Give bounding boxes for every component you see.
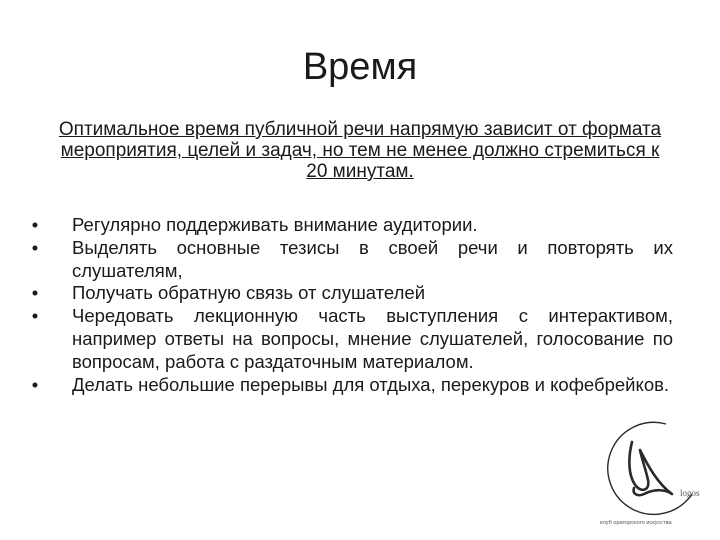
- bullet-icon: •: [31, 282, 39, 304]
- bullet-icon: •: [31, 214, 39, 235]
- bullet-icon: •: [31, 305, 39, 327]
- bullet-item: [28, 282, 673, 305]
- bullet-text: Делать небольшие перерывы для отдыха, перекуров и кофебрейков.: [72, 373, 670, 395]
- bullet-text: Регулярно поддерживать внимание аудитории.: [72, 214, 478, 235]
- bullet-icon: •: [31, 236, 39, 258]
- slide-title: Время: [302, 46, 418, 88]
- intro-text: Оптимальное время публичной речи напрямую зависит от формата мероприятия, целей и задач, но тем не менее должно стремиться к 20 минутам.: [58, 119, 662, 182]
- club-logo-icon: [588, 410, 708, 530]
- bullet-item: [28, 305, 673, 373]
- bullet-icon: •: [31, 373, 39, 395]
- bullet-text: Выделять основные тезисы в своей речи и повторять их слушателям,: [72, 236, 673, 281]
- bullet-item: [28, 237, 673, 283]
- logo-word: logos: [680, 488, 700, 498]
- bullet-text: Чередовать лекционную часть выступления с интерактивом, например ответы на вопросы, мнение слушателей, голосование по вопросам, работа с раздаточным материалом.: [72, 305, 673, 372]
- bullet-list: [28, 214, 673, 396]
- bullet-text: Получать обратную связь от слушателей: [72, 282, 426, 304]
- bullet-item: [28, 374, 673, 397]
- bullet-item: [28, 214, 673, 237]
- logo-caption: клуб ораторского искусства: [600, 520, 672, 526]
